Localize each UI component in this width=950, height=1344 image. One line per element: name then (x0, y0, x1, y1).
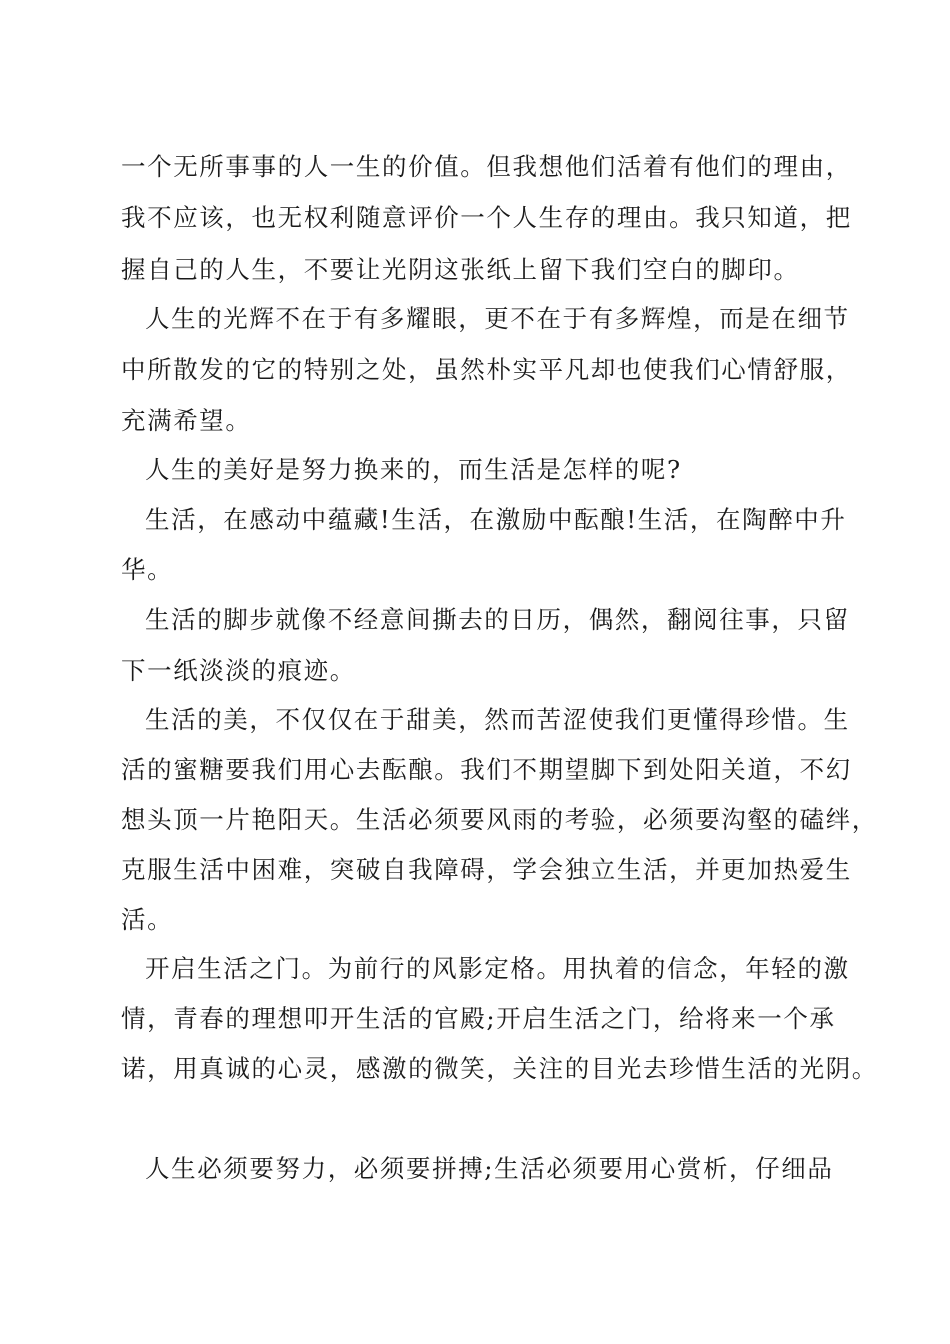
text-line: 想头顶一片艳阳天。生活必须要风雨的考验，必须要沟壑的磕绊， (121, 805, 878, 834)
paragraph-start-line: 生活的美，不仅仅在于甜美，然而苦涩使我们更懂得珍惜。生 (145, 705, 850, 734)
paragraph-start-line: 开启生活之门。为前行的风影定格。用执着的信念，年轻的激 (145, 954, 850, 983)
text-line: 活。 (121, 905, 174, 934)
text-line: 活的蜜糖要我们用心去酝酿。我们不期望脚下到处阳关道，不幻 (121, 755, 852, 784)
paragraph-start-line: 生活，在感动中蕴藏!生活，在激励中酝酿!生活，在陶醉中升 (145, 505, 847, 534)
text-line: 克服生活中困难，突破自我障碍，学会独立生活，并更加热爱生 (121, 855, 852, 884)
text-line: 一个无所事事的人一生的价值。但我想他们活着有他们的理由， (121, 152, 852, 181)
paragraph-start-line: 人生的光辉不在于有多耀眼，更不在于有多辉煌，而是在细节 (145, 304, 850, 333)
text-line: 我不应该，也无权利随意评价一个人生存的理由。我只知道，把 (121, 203, 852, 232)
text-line: 情，青春的理想叩开生活的官殿;开启生活之门，给将来一个承 (121, 1004, 836, 1033)
text-line: 握自己的人生，不要让光阴这张纸上留下我们空白的脚印。 (121, 255, 800, 284)
text-line: 下一纸淡淡的痕迹。 (121, 656, 356, 685)
text-line: 中所散发的它的特别之处，虽然朴实平凡却也使我们心情舒服， (121, 355, 852, 384)
text-line: 华。 (121, 555, 174, 584)
text-line: 诺，用真诚的心灵，感激的微笑，关注的目光去珍惜生活的光阴。 (121, 1054, 878, 1083)
paragraph-start-line: 人生的美好是努力换来的，而生活是怎样的呢? (145, 455, 682, 484)
text-line: 充满希望。 (121, 406, 252, 435)
paragraph-start-line: 人生必须要努力，必须要拼搏;生活必须要用心赏析，仔细品 (145, 1154, 834, 1183)
paragraph-start-line: 生活的脚步就像不经意间撕去的日历，偶然，翻阅往事，只留 (145, 605, 850, 634)
